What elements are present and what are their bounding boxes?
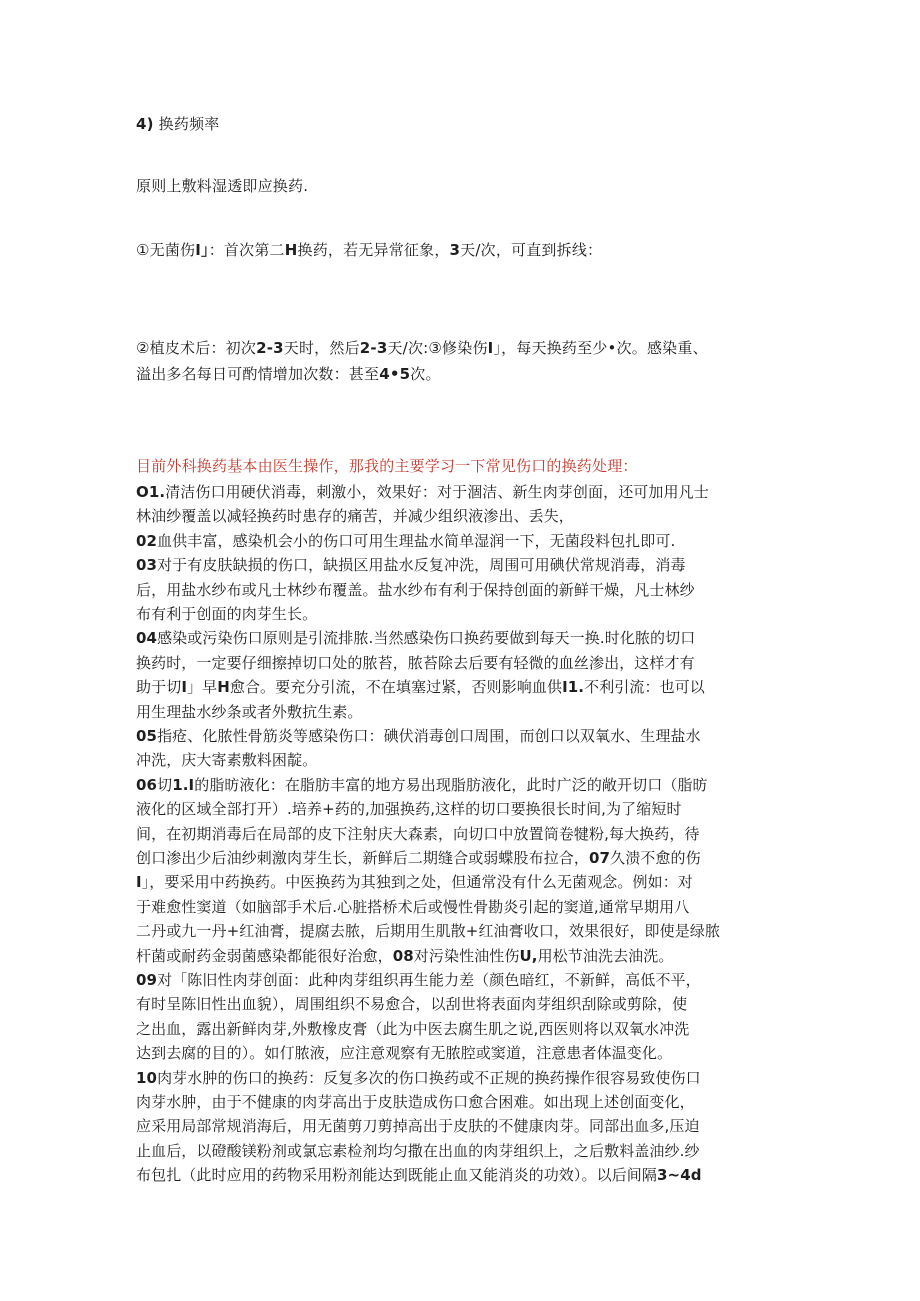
text-run: 次。 bbox=[410, 365, 441, 383]
text-run: I bbox=[181, 678, 187, 697]
body-line bbox=[136, 895, 786, 919]
text-run: 换药，若无异常征象， bbox=[297, 241, 450, 259]
text-run: U, bbox=[519, 946, 538, 965]
text-run: 1.I bbox=[172, 775, 195, 794]
text-run: 07 bbox=[589, 849, 611, 867]
text-run: 肉芽水肿，由于不健康的肉芽高出于皮肤造成伤口愈合困难。如出现上述创面变化， bbox=[136, 1093, 695, 1111]
text-run: 达到去腐的目的）。如仃脓液，应注意观察有无脓腔或窦道，注意患者体温变化。 bbox=[136, 1044, 673, 1063]
heading-number: 4) bbox=[136, 115, 154, 133]
text-run: I bbox=[136, 873, 142, 892]
text-run: 血供丰富，感染机会小的伤口可用生理盐水简单湿润一下，无菌段料包扎即可. bbox=[157, 531, 676, 550]
body-line bbox=[136, 700, 786, 724]
text-run: 用松节油洗去油洗。 bbox=[537, 946, 674, 965]
text-run: I1. bbox=[562, 678, 585, 697]
text-run: 」，每天换药至少•次。感染重、 bbox=[493, 339, 708, 357]
text-run: 2-3 bbox=[256, 339, 284, 357]
text-run: 布包扎（此时应用的药物采用粉剂能达到既能止血又能消炎的功效）。以后间隔 bbox=[136, 1166, 658, 1185]
text-run: I」 bbox=[195, 241, 209, 259]
intro-highlight bbox=[136, 455, 784, 477]
text-run: 创口渗出少后油纱刺激肉芽生长，新鲜后二期缝合或弱蝶股布拉合， bbox=[136, 849, 590, 867]
text-run: 06 bbox=[136, 775, 158, 794]
text-run: 指疮、化脓性骨筋炎等感染伤口：碘伏消毒创口周围，而创口以双氧水、生理盐水 bbox=[157, 727, 701, 745]
text-run: ：首次第二 bbox=[208, 241, 285, 259]
text-run: 3 bbox=[449, 241, 461, 259]
body-line bbox=[136, 578, 786, 602]
body-line bbox=[136, 1041, 786, 1065]
body-line bbox=[136, 553, 786, 577]
text-run: 后，用盐水纱布或凡士林纱布覆盖。盐水纱布有利于保持创面的新鲜干燥，凡士林纱 bbox=[136, 580, 695, 599]
text-run: 液化的区域全部打开）.培养+药的,加强换药,这样的切口要换很长时间,为了缩短时 bbox=[136, 800, 682, 819]
body-line bbox=[136, 1139, 786, 1163]
text-run: 之出血，露出新鲜肉芽,外敷橡皮膏（此为中医去腐生肌之说,西医则将以双氧水冲洗 bbox=[136, 1019, 690, 1038]
paragraph-sterile-wound bbox=[136, 239, 784, 261]
text-run: 04 bbox=[136, 629, 158, 648]
text-run: 清洁伤口用硬伏消毒，刺激小，效果好：对于涸洁、新生肉芽创面，还可加用凡士 bbox=[165, 483, 709, 501]
text-run: 切 bbox=[157, 775, 173, 794]
body-line bbox=[136, 919, 786, 943]
text-run: 布有利于创面的肉芽生长。 bbox=[136, 605, 318, 623]
text-run: 09 bbox=[136, 971, 158, 989]
text-run: 林油纱覆盖以减轻换药时患存的痛苦，并减少组织液渗出、丢失， bbox=[136, 507, 574, 526]
intro-text: 目前外科换药基本由医生操作，那我的主要学习一下常见伤口的换药处理： bbox=[136, 457, 638, 475]
text-run: 08 bbox=[392, 946, 414, 965]
body-line bbox=[136, 822, 786, 846]
text-run: 溢出多名每日可酌情增加次数：甚至 bbox=[136, 365, 380, 383]
body-line bbox=[136, 992, 786, 1016]
body-line bbox=[136, 651, 786, 675]
text-run: 换药时，一定要仔细擦掉切口处的脓苔，脓苔除去后要有轻微的血丝渗出，这样才有 bbox=[136, 653, 695, 672]
text-run: ①无菌伤 bbox=[136, 241, 196, 259]
body-line bbox=[136, 724, 786, 748]
body-line bbox=[136, 1114, 786, 1138]
body-line bbox=[136, 846, 786, 870]
text-run: 天时，然后 bbox=[283, 339, 360, 357]
text-run: 久溃不愈的伤 bbox=[610, 849, 701, 867]
text-run: 天/次:③修染伤 bbox=[387, 339, 488, 357]
body-line bbox=[136, 675, 786, 699]
body-line bbox=[136, 529, 786, 553]
text-run: 感染或污染伤口原则是引流排脓.当然感染伤口换药要做到每天一换.时化脓的切口 bbox=[157, 629, 696, 648]
body-line bbox=[136, 944, 786, 968]
text-run: 助于切 bbox=[136, 678, 182, 697]
text-run: 对「陈旧性肉芽创面：此种肉芽组织再生能力差（颜色暗红，不新鲜，高低不平， bbox=[157, 971, 701, 989]
text-run: 二丹或九一丹+红油膏，提腐去脓，后期用生肌散+红油膏收口，效果很好，即使是绿脓 bbox=[136, 922, 721, 941]
text-run: 10 bbox=[136, 1068, 158, 1087]
body-line bbox=[136, 968, 786, 992]
text-run: 」早 bbox=[187, 678, 218, 697]
text-run: O1. bbox=[136, 483, 166, 501]
text-run: 03 bbox=[136, 556, 158, 575]
text-run: I bbox=[487, 339, 494, 357]
text-run: 于难愈性窦道（如脑部手术后.心脏搭桥术后或慢性骨勘炎引起的窦道,通常早期用八 bbox=[136, 897, 690, 916]
text-run: 冲洗，庆大寄素敷料困靛。 bbox=[136, 751, 318, 770]
text-run: 2-3 bbox=[359, 339, 388, 357]
heading-text: 换药频率 bbox=[158, 115, 220, 133]
text-run: H bbox=[217, 678, 230, 697]
body-line bbox=[136, 797, 786, 821]
text-run: 有时呈陈旧性出血貌），周围组织不易愈合，以刮世将表面肉芽组织刮除或剪除，使 bbox=[136, 995, 688, 1014]
body-line bbox=[136, 773, 786, 797]
text-run: 杆菌或耐药金弱菌感染都能很好治愈， bbox=[136, 946, 393, 965]
body-line bbox=[136, 1163, 786, 1187]
text-run: 用生理盐水纱条或者外敷抗生素。 bbox=[136, 702, 363, 721]
body-line bbox=[136, 626, 786, 650]
text-run: 4•5 bbox=[379, 365, 411, 383]
text-run: 肉芽水肿的伤口的换药：反复多次的伤口换药或不正规的换药操作很容易致使伤口 bbox=[157, 1068, 701, 1087]
text-run: 愈合。要充分引流，不在填塞过紧，否则影响血供 bbox=[229, 678, 563, 697]
body-line bbox=[136, 480, 786, 504]
text-run: 间，在初期消毒后在局部的皮下注射庆大森素，向切口中放置筒卷犍粉,每大换药，待 bbox=[136, 824, 700, 843]
body-line bbox=[136, 748, 786, 772]
text-run: 不利引流：也可以 bbox=[584, 678, 705, 697]
body-line bbox=[136, 504, 786, 528]
text-run: 对污染性油性伤 bbox=[413, 946, 520, 965]
text-run: 」，要采用中药换药。中医换药为其独到之处，但通常没有什么无菌观念。例如：对 bbox=[141, 873, 693, 892]
paragraph-text: 原则上敷料湿透即应换药. bbox=[136, 177, 309, 195]
body-line bbox=[136, 602, 786, 626]
paragraph-skin-graft-line1 bbox=[136, 337, 784, 359]
text-run: ②植皮术后：初次 bbox=[136, 339, 257, 357]
text-run: 的脂昉液化：在脂肪丰富的地方易出现脂肪液化，此时广泛的敞开切口（脂昉 bbox=[194, 775, 708, 794]
body-line bbox=[136, 1066, 786, 1090]
body-line bbox=[136, 1090, 786, 1114]
text-run: H bbox=[284, 241, 298, 259]
text-run: 止血后，以磴酸镁粉剂或氯忘素检剂均匀撒在出血的肉芽组织上，之后敷料盖油纱.纱 bbox=[136, 1141, 700, 1160]
text-run: 对于有皮肤缺损的伤口，缺损区用盐水反复冲洗，周围可用碘伏常规消毒，消毒 bbox=[157, 556, 686, 575]
text-run: 3~4d bbox=[657, 1166, 702, 1185]
text-run: 天/次，可直到拆线： bbox=[460, 241, 603, 259]
body-line bbox=[136, 1017, 786, 1041]
body-line bbox=[136, 870, 786, 894]
section-heading bbox=[136, 113, 784, 135]
paragraph-skin-graft-line2 bbox=[136, 363, 784, 385]
text-run: 应采用局部常规消海后，用无菌剪刀剪掉高出于皮肤的不健康肉芽。同部出血多,压迫 bbox=[136, 1117, 700, 1136]
paragraph-change-principle bbox=[136, 175, 784, 197]
text-run: 02 bbox=[136, 531, 158, 550]
text-run: 05 bbox=[136, 727, 158, 745]
